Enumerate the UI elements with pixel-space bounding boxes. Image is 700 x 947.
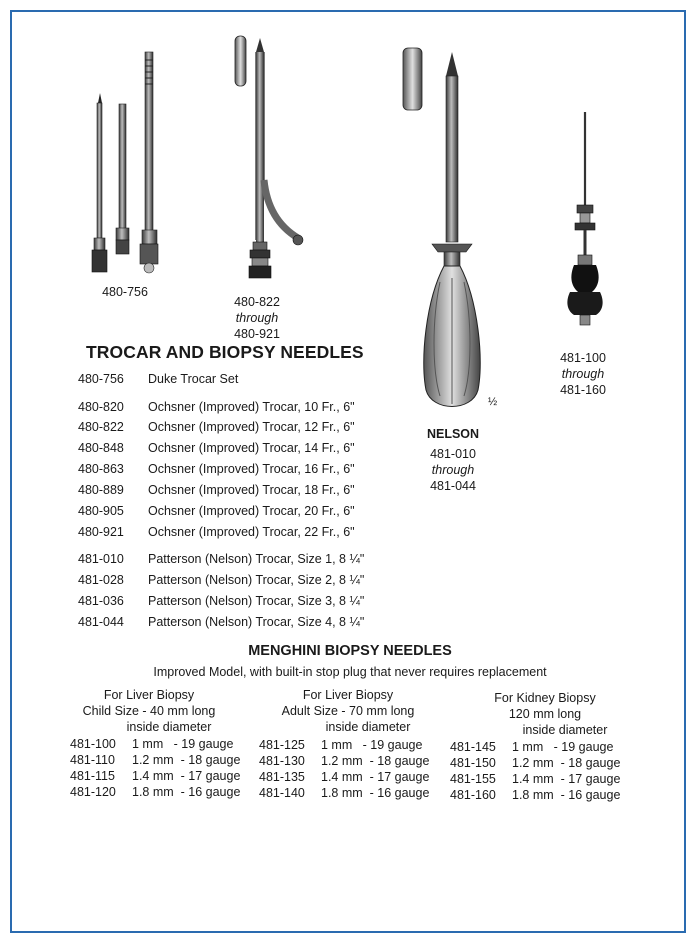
duke-caption	[97, 284, 153, 300]
column-note: inside diameter	[522, 723, 608, 737]
column-note: inside diameter	[325, 720, 411, 734]
nelson-scale: ½	[488, 396, 498, 408]
menghini-section-title: MENGHINI BIOPSY NEEDLES	[248, 643, 452, 659]
menghini-subtitle: Improved Model, with built-in stop plug that never requires replacement	[153, 665, 547, 679]
nelson-trocar-illustration	[403, 48, 480, 407]
column-heading: For Kidney Biopsy	[494, 691, 596, 705]
nelson-caption-to: 481-044	[430, 479, 476, 493]
ochsner-trocar-illustration	[235, 36, 303, 278]
column-subheading: Adult Size - 70 mm long	[281, 704, 415, 718]
column-subheading: 120 mm long	[508, 707, 582, 721]
duke-caption-code: 480-756	[102, 285, 148, 299]
column-heading: For Liver Biopsy	[103, 688, 195, 702]
nelson-caption-name: NELSON	[426, 427, 480, 441]
menghini-needle-illustration	[567, 112, 602, 325]
menghini-caption-from: 481-100	[560, 351, 606, 365]
nelson-caption	[420, 426, 486, 494]
ochsner-caption-from: 480-822	[234, 295, 280, 309]
menghini-caption-to: 481-160	[560, 383, 606, 397]
column-note: inside diameter	[126, 720, 212, 734]
nelson-caption-from: 481-010	[430, 447, 476, 461]
menghini-caption-through: through	[561, 367, 605, 381]
ochsner-caption-to: 480-921	[234, 327, 280, 341]
column-heading: For Liver Biopsy	[302, 688, 394, 702]
nelson-caption-through: through	[431, 463, 475, 477]
menghini-caption	[552, 350, 614, 398]
ochsner-caption-through: through	[235, 311, 279, 325]
ochsner-caption	[228, 294, 286, 342]
trocar-section-title: TROCAR AND BIOPSY NEEDLES	[86, 342, 364, 362]
column-subheading: Child Size - 40 mm long	[82, 704, 216, 718]
duke-trocar-illustration	[92, 52, 158, 273]
